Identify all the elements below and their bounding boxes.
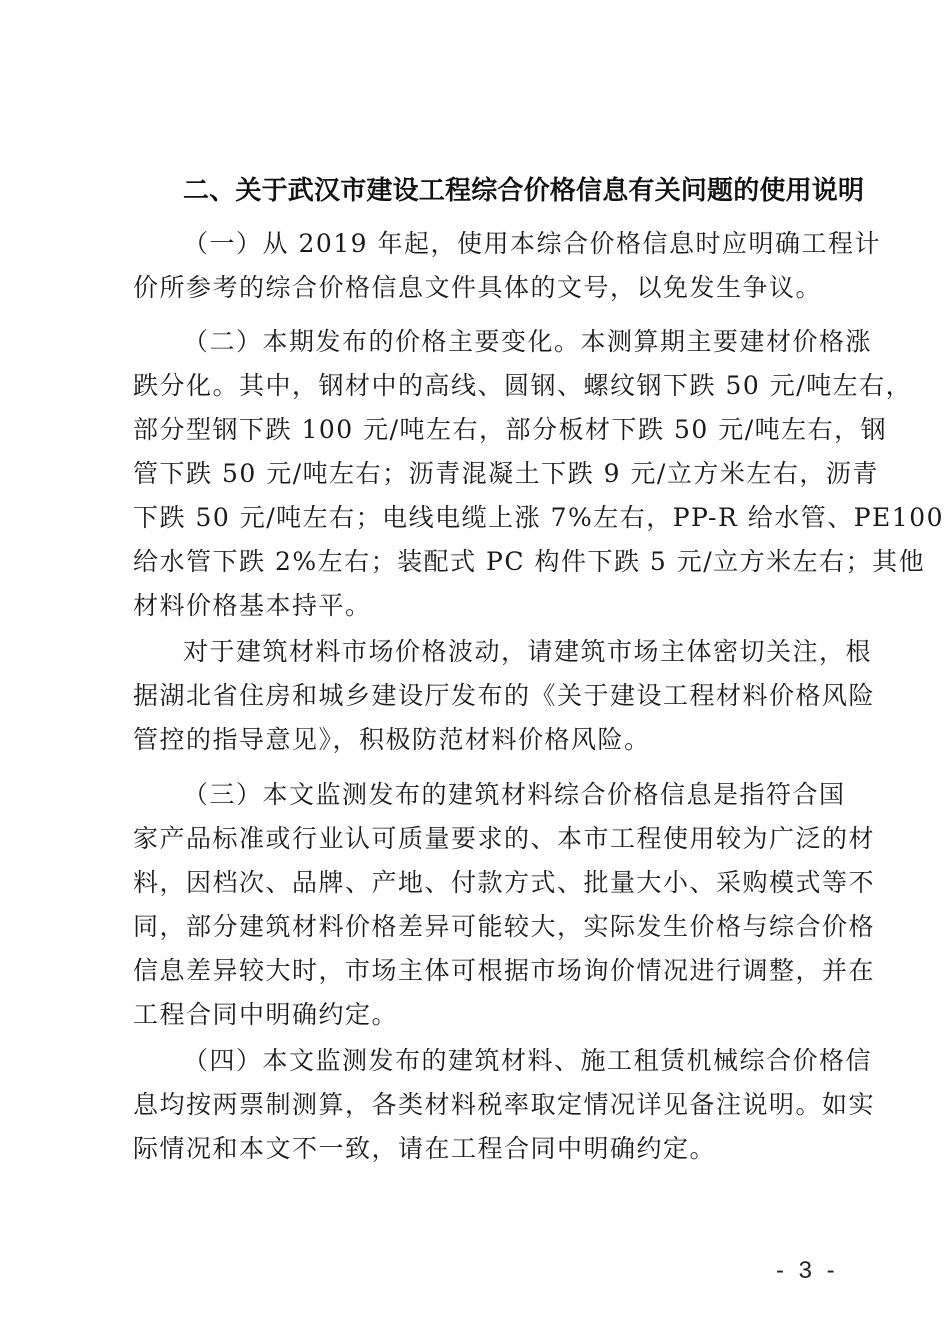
page-number: - 3 - xyxy=(776,1257,839,1284)
text-line: 料，因档次、品牌、产地、付款方式、批量大小、采购模式等不 xyxy=(133,868,876,897)
text-line: 跌分化。其中，钢材中的高线、圆钢、螺纹钢下跌 50 元/吨左右， xyxy=(133,371,913,400)
text-line: （三）本文监测发布的建筑材料综合价格信息是指符合国 xyxy=(183,780,846,809)
text-line: （二）本期发布的价格主要变化。本测算期主要建材价格涨 xyxy=(183,327,873,356)
text-line: 部分型钢下跌 100 元/吨左右，部分板材下跌 50 元/吨左右，钢 xyxy=(133,415,888,444)
text-line: （四）本文监测发布的建筑材料、施工租赁机械综合价格信 xyxy=(183,1046,873,1075)
text-line: 对于建筑材料市场价格波动，请建筑市场主体密切关注，根 xyxy=(183,637,873,666)
text-line: （一）从 2019 年起，使用本综合价格信息时应明确工程计 xyxy=(183,229,882,258)
text-line: 给水管下跌 2%左右；装配式 PC 构件下跌 5 元/立方米左右；其他 xyxy=(133,547,926,576)
text-line: 据湖北省住房和城乡建设厅发布的《关于建设工程材料价格风险 xyxy=(133,681,876,710)
text-line: 家产品标准或行业认可质量要求的、本市工程使用较为广泛的材 xyxy=(133,824,876,853)
section-heading: 二、关于武汉市建设工程综合价格信息有关问题的使用说明 xyxy=(183,176,865,206)
text-line: 信息差异较大时，市场主体可根据市场询价情况进行调整，并在 xyxy=(133,956,876,985)
text-line: 息均按两票制测算，各类材料税率取定情况详见备注说明。如实 xyxy=(133,1090,876,1119)
text-line: 同，部分建筑材料价格差异可能较大，实际发生价格与综合价格 xyxy=(133,912,876,941)
text-line: 管控的指导意见》，积极防范材料价格风险。 xyxy=(133,725,651,754)
text-line: 管下跌 50 元/吨左右；沥青混凝土下跌 9 元/立方米左右，沥青 xyxy=(133,459,879,488)
text-line: 材料价格基本持平。 xyxy=(133,591,372,620)
text-line: 下跌 50 元/吨左右；电线电缆上涨 7%左右，PP-R 给水管、PE100 xyxy=(133,503,945,532)
text-line: 工程合同中明确约定。 xyxy=(133,1000,399,1029)
text-line: 价所参考的综合价格信息文件具体的文号，以免发生争议。 xyxy=(133,273,823,302)
text-line: 际情况和本文不一致，请在工程合同中明确约定。 xyxy=(133,1134,717,1163)
